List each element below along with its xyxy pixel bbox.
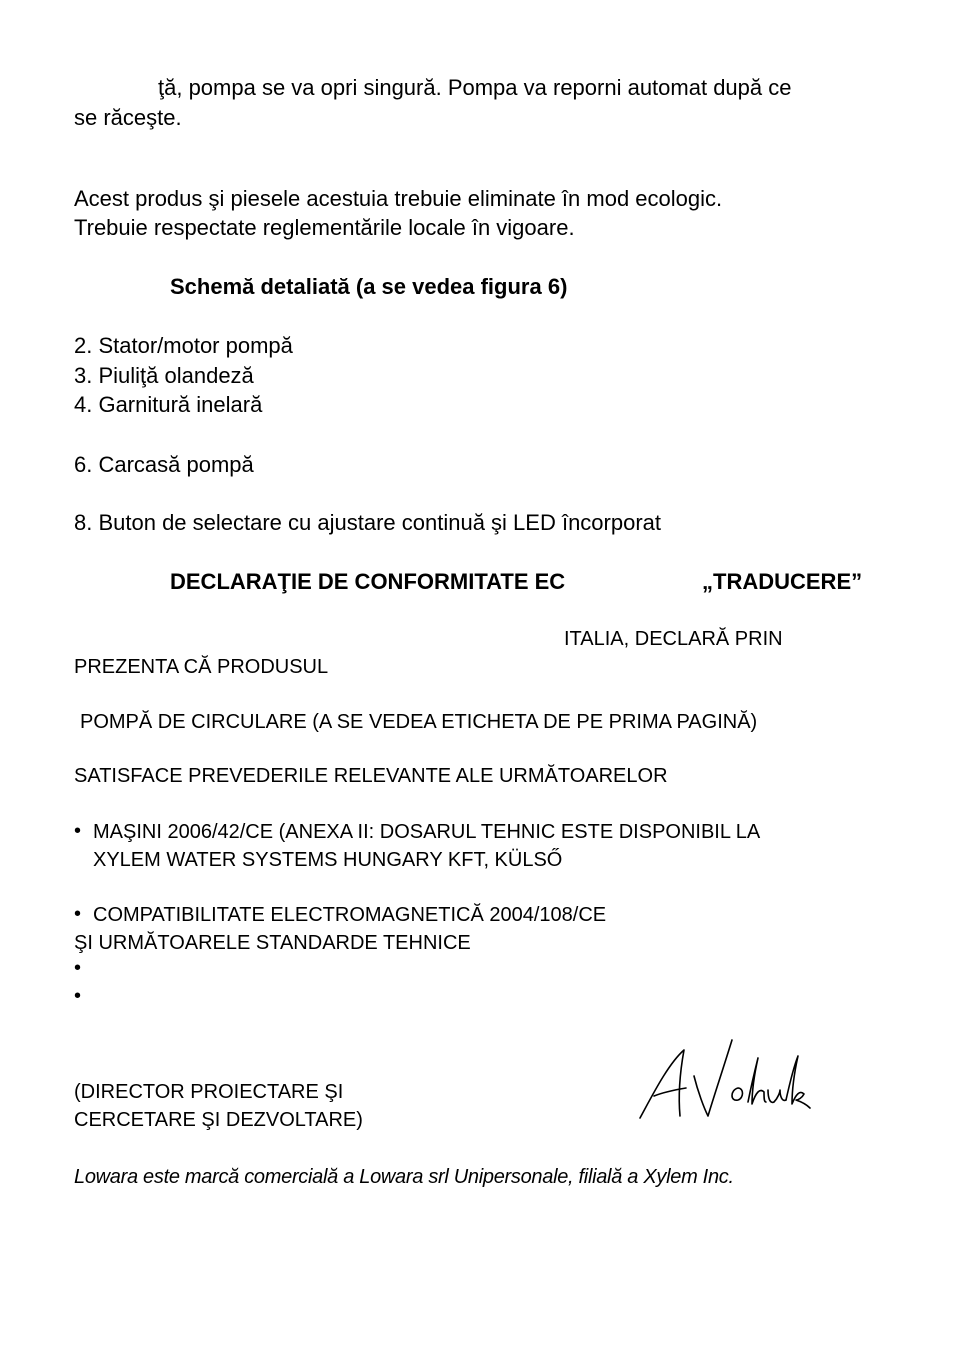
part-item-carcasa: 6. Carcasă pompă xyxy=(74,452,254,477)
masini-line-1: MAŞINI 2006/42/CE (ANEXA II: DOSARUL TEHNIC ESTE DISPONIBIL LA xyxy=(93,821,761,843)
bullet-compat: • xyxy=(74,903,82,925)
disposal-line-1: Acest produs şi piesele acestuia trebuie eliminate în mod ecologic. xyxy=(74,186,723,211)
intro-line-2: se răceşte. xyxy=(74,105,182,130)
satisface-line: SATISFACE PREVEDERILE RELEVANTE ALE URMĂTOARELOR xyxy=(74,765,668,787)
compat-line: COMPATIBILITATE ELECTROMAGNETICĂ 2004/108/CE xyxy=(93,904,607,926)
italia-line: ITALIA, DECLARĂ PRIN xyxy=(564,628,783,650)
part-item-garnitura: 4. Garnitură inelară xyxy=(74,392,263,417)
intro-line-1: ţă, pompa se va opri singură. Pompa va reporni automat după ce xyxy=(158,75,792,100)
translation-label: „TRADUCERE” xyxy=(702,569,863,594)
signature xyxy=(634,1036,814,1126)
disposal-line-2: Trebuie respectate reglementările locale în vigoare. xyxy=(74,215,575,240)
footer-note: Lowara este marcă comercială a Lowara srl Unipersonale, filială a Xylem Inc. xyxy=(74,1166,734,1188)
director-line-1: (DIRECTOR PROIECTARE ŞI xyxy=(74,1081,344,1103)
schema-heading: Schemă detaliată (a se vedea figura 6) xyxy=(170,274,568,299)
bullet-masini: • xyxy=(74,820,82,842)
masini-line-2: XYLEM WATER SYSTEMS HUNGARY KFT, KÜLSŐ xyxy=(93,849,563,871)
part-item-buton: 8. Buton de selectare cu ajustare continuă şi LED încorporat xyxy=(74,510,662,535)
declaration-heading: DECLARAŢIE DE CONFORMITATE EC xyxy=(170,569,566,594)
bullet-empty-1: • xyxy=(74,957,82,979)
bullet-empty-2: • xyxy=(74,985,82,1007)
part-item-piulita: 3. Piuliţă olandeză xyxy=(74,363,254,388)
product-line: POMPĂ DE CIRCULARE (A SE VEDEA ETICHETA DE PE PRIMA PAGINĂ) xyxy=(80,711,758,733)
part-item-stator: 2. Stator/motor pompă xyxy=(74,333,293,358)
standards-line: ŞI URMĂTOARELE STANDARDE TEHNICE xyxy=(74,932,471,954)
director-line-2: CERCETARE ŞI DEZVOLTARE) xyxy=(74,1109,363,1131)
prezenta-line: PREZENTA CĂ PRODUSUL xyxy=(74,656,329,678)
